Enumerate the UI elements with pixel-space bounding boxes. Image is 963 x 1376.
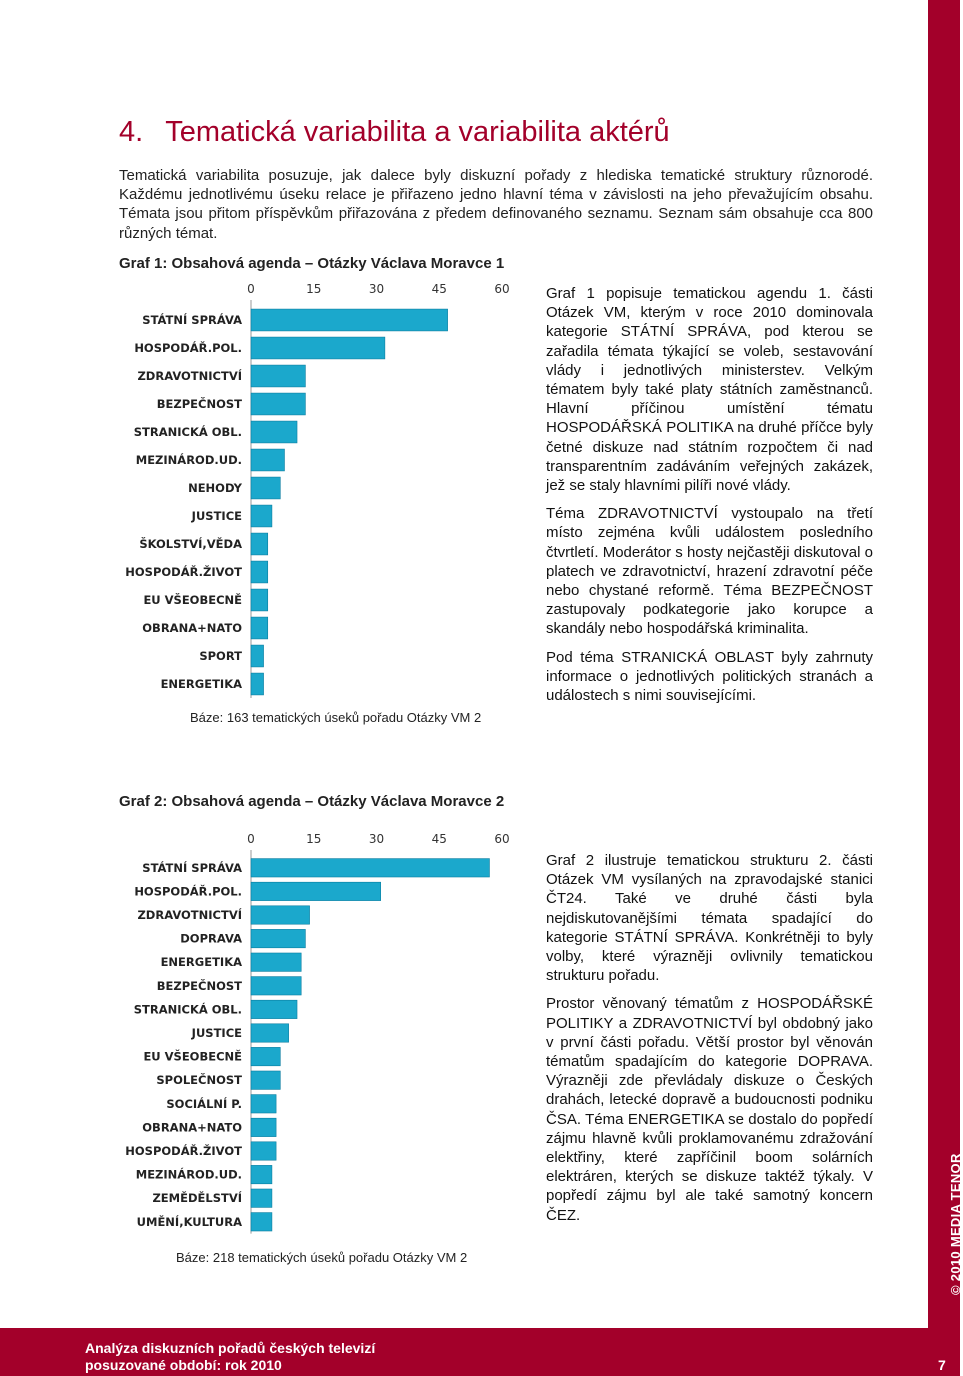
x-tick-label: 60 (494, 282, 510, 296)
category-label: DOPRAVA (180, 931, 242, 946)
paragraph: Graf 2 ilustruje tematickou strukturu 2. části Otázek VM vysílaných na zpravodajské stanici ČT24. Také ve druhé části byla nejdiskutovanějšími témata spadající do kategorie STÁTNÍ SPRÁVA. Konkrétněji to byly volby, které výrazněji ovlivnily tematickou strukturu pořadu. (546, 852, 873, 985)
graf1-title: Graf 1: Obsahová agenda – Otázky Václava Moravce 1 (119, 255, 505, 272)
bar (251, 1095, 276, 1113)
category-label: BEZPEČNOST (156, 397, 242, 411)
bar (251, 1189, 272, 1207)
category-label: EU VŠEOBECNĚ (143, 1049, 242, 1064)
paragraph: Pod téma STRANICKÁ OBLAST byly zahrnuty informace o jednotlivých politických stranách a událostech s nimi souvisejícími. (546, 648, 873, 705)
bar (251, 645, 264, 667)
category-label: STÁTNÍ SPRÁVA (142, 313, 242, 327)
bar (251, 1047, 280, 1065)
x-tick-label: 15 (306, 282, 322, 296)
section-number: 4. (119, 116, 144, 148)
bar (251, 477, 280, 499)
bar (251, 561, 268, 583)
x-tick-label: 0 (247, 282, 255, 296)
graf2-base-note: Báze: 218 tematických úseků pořadu Otázky VM 2 (176, 1250, 468, 1265)
footer-period: posuzované období: rok 2010 (85, 1357, 282, 1373)
category-label: JUSTICE (191, 509, 242, 523)
category-label: ENERGETIKA (160, 677, 242, 691)
category-label: SPORT (199, 649, 242, 663)
section-heading (119, 116, 670, 149)
category-label: EU VŠEOBECNĚ (143, 593, 242, 607)
x-tick-label: 30 (368, 282, 385, 296)
bar (251, 337, 385, 359)
bar (251, 505, 272, 527)
bar (251, 906, 310, 924)
category-label: ENERGETIKA (160, 955, 242, 970)
bar (251, 449, 284, 471)
category-label: BEZPEČNOST (156, 978, 242, 993)
category-label: STRANICKÁ OBL. (133, 425, 242, 439)
bar (251, 393, 305, 415)
category-label: OBRANA+NATO (142, 621, 242, 635)
bar (251, 617, 268, 639)
x-tick-label: 45 (431, 832, 447, 846)
bar (251, 365, 305, 387)
page-number: 7 (938, 1357, 946, 1373)
x-tick-label: 45 (431, 282, 447, 296)
bar (251, 953, 301, 971)
bar (251, 1213, 272, 1231)
category-label: MEZINÁROD.UD. (135, 1167, 242, 1182)
graf1-chart (120, 278, 520, 698)
text-column-1 (546, 284, 873, 714)
bar (251, 589, 268, 611)
graf2-chart (120, 828, 520, 1238)
bar (251, 1165, 272, 1183)
category-label: ZDRAVOTNICTVÍ (137, 369, 242, 383)
bar (251, 1024, 289, 1042)
category-label: ZEMĚDĚLSTVÍ (152, 1191, 242, 1206)
bar (251, 421, 297, 443)
category-label: STRANICKÁ OBL. (133, 1002, 242, 1017)
category-label: SOCIÁLNÍ P. (166, 1096, 242, 1111)
category-label: STÁTNÍ SPRÁVA (142, 860, 242, 875)
bar (251, 1142, 276, 1160)
category-label: HOSPODÁŘ.ŽIVOT (125, 565, 242, 579)
x-tick-label: 15 (306, 832, 322, 846)
paragraph: Prostor věnovaný tématům z HOSPODÁŘSKÉ POLITIKY a ZDRAVOTNICTVÍ byl obdobný jako v první části pořadu. Větší prostor byl věnován tématům spadajícím do kategorie DOPRAVA. Výrazněji zde převládaly diskuze o Českých drahách, letecké dopravě a budoucnosti podniku ČSA. Téma ENERGETIKA se dostalo do popředí zájmu hlavně kvůli proklamovanému zdražování elektřiny, které zapříčinil boom solárních elektráren, kterých se diskuze taktéž týkaly. V popředí zájmu byl ale také samotný koncern ČEZ. (546, 995, 873, 1224)
text-column-2 (546, 851, 873, 1234)
paragraph: Téma ZDRAVOTNICTVÍ vystoupalo na třetí místo zejména kvůli událostem posledního čtvrtletí. Moderátor s hosty nejčastěji diskutoval o platech ve zdravotnictví, hrazení zdravotní péče nebo chystané reformě. Téma BEZPEČNOST zastupovaly podkategorie jako korupce a skandály nebo hospodářská kriminalita. (546, 505, 873, 638)
category-label: UMĚNÍ,KULTURA (136, 1214, 242, 1229)
graf1-base-note: Báze: 163 tematických úseků pořadu Otázky VM 2 (190, 710, 482, 725)
category-label: ZDRAVOTNICTVÍ (137, 908, 242, 922)
bar (251, 929, 305, 947)
section-title: Tematická variabilita a variabilita aktérů (165, 116, 670, 148)
bar (251, 859, 489, 877)
category-label: JUSTICE (191, 1026, 242, 1040)
bar (251, 977, 301, 995)
x-tick-label: 30 (368, 832, 385, 846)
bar (251, 673, 264, 695)
bar (251, 1000, 297, 1018)
footer-publication: Analýza diskuzních pořadů českých televizí (85, 1340, 376, 1356)
category-label: SPOLEČNOST (156, 1073, 242, 1088)
bar (251, 1071, 280, 1089)
category-label: OBRANA+NATO (142, 1120, 242, 1135)
bar (251, 533, 268, 555)
bar (251, 882, 381, 900)
category-label: ŠKOLSTVÍ,VĚDA (139, 537, 242, 551)
category-label: HOSPODÁŘ.POL. (134, 884, 242, 899)
category-label: MEZINÁROD.UD. (135, 453, 242, 467)
copyright-notice: © 2010 MEDIA TENOR (948, 1153, 963, 1295)
category-label: HOSPODÁŘ.POL. (134, 341, 242, 355)
x-tick-label: 60 (494, 832, 510, 846)
graf2-title: Graf 2: Obsahová agenda – Otázky Václava Moravce 2 (119, 793, 505, 810)
intro-paragraph: Tematická variabilita posuzuje, jak dalece byly diskuzní pořady z hlediska tematické struktury různorodé. Každému jednotlivému úseku relace je přiřazeno jedno hlavní téma v závislosti na jeho převažujícím obsahu. Témata jsou přitom příspěvkům přiřazována z předem definovaného seznamu. Seznam sám obsahuje cca 800 různých témat. (119, 167, 873, 242)
paragraph: Graf 1 popisuje tematickou agendu 1. části Otázek VM, kterým v roce 2010 dominovala kategorie STÁTNÍ SPRÁVA, pod kterou se zařadila témata týkající se voleb, sestavování vlády i jednotlivých ministerstev. Velkým tématem byly také platy státních zaměstnanců. Hlavní příčinou umístění tématu HOSPODÁŘSKÁ POLITIKA na druhé příčce byly četné diskuze nad státním rozpočtem či nad transparentním zadáváním veřejných zakázek, jež se staly hlavními pilíři nové vlády. (546, 285, 873, 495)
category-label: NEHODY (188, 481, 242, 495)
category-label: HOSPODÁŘ.ŽIVOT (125, 1144, 242, 1158)
bar (251, 1118, 276, 1136)
x-tick-label: 0 (247, 832, 255, 846)
bar (251, 309, 448, 331)
